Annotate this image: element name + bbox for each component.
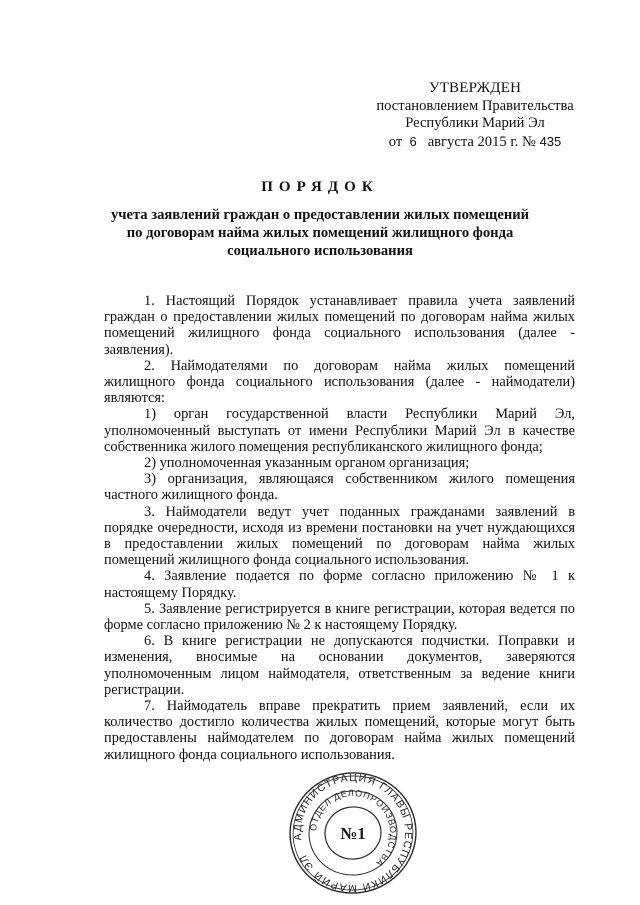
- approval-line-1: постановлением Правительства: [376, 97, 574, 114]
- paragraph: 6. В книге регистрации не допускаются подчистки. Поправки и изменения, вносимые на основании документов, заверяются уполномоченным лицом наймодателя, ответственным за ведение книги регистрации.: [104, 633, 575, 698]
- paragraph: 2) уполномоченная указанным органом организация;: [144, 455, 470, 472]
- paragraph: 1) орган государственной власти Республики Марий Эл, уполномоченный выступать от имени Республики Марий Эл в качестве собственника жилого помещения республиканского жилищного фонда;: [104, 406, 575, 455]
- approval-heading: УТВЕРЖДЕН: [428, 80, 522, 96]
- official-seal: [283, 768, 423, 898]
- paragraph: 7. Наймодатель вправе прекратить прием заявлений, если их количество достигло количества жилых помещений, которые могут быть предоставлены наймодателем по договорам найма жилых помещений жилищного фонда социального использования.: [104, 698, 575, 763]
- seal-stamp-icon: [283, 768, 423, 898]
- date-prefix: от: [388, 133, 403, 150]
- paragraph: 4. Заявление подается по форме согласно приложению № 1 к настоящему Порядку.: [104, 568, 575, 601]
- seal-outer-text: АДМИНИСТРАЦИЯ ГЛАВЫ РЕСПУБЛИКИ МАРИЙ ЭЛ: [291, 771, 415, 895]
- approval-block: [360, 80, 590, 151]
- date-suffix: августа 2015 г. №: [427, 133, 536, 150]
- seal-center-number: №1: [340, 824, 366, 843]
- paragraph: 3. Наймодатели ведут учет поданных гражданами заявлений в порядке очередности, исходя из времени постановки на учет нуждающихся в предоставлении жилых помещений по договорам найма жилых помещений жилищного фонда социального использования.: [104, 503, 575, 569]
- approval-date-line: [360, 133, 590, 152]
- document-subtitle: учета заявлений граждан о предоставлении жилых помещений по договорам найма жилых помещений жилищного фонда социального использования: [110, 207, 530, 259]
- paragraph: 2. Наймодателями по договорам найма жилых помещений жилищного фонда социального использования (далее - наймодатели) являются:: [104, 357, 575, 407]
- date-day: 6: [409, 133, 417, 149]
- decree-number: 435: [539, 133, 562, 149]
- paragraph: 3) организация, являющаяся собственником жилого помещения частного жилищного фонда.: [104, 471, 575, 504]
- approval-line-2: Республики Марий Эл: [405, 115, 545, 132]
- paragraph: 1. Настоящий Порядок устанавливает правила учета заявлений граждан о предоставлении жилых помещений по договорам найма жилых помещений жилищного фонда социального использования (далее - заявления).: [104, 293, 575, 358]
- paragraph: 5. Заявление регистрируется в книге регистрации, которая ведется по форме согласно приложению № 2 к настоящему Порядку.: [104, 600, 575, 634]
- seal-inner-text: ОТДЕЛ ДЕЛОПРОИЗВОДСТВА: [307, 787, 399, 869]
- document-title: ПОРЯДОК: [261, 179, 379, 195]
- document-body: [104, 293, 575, 763]
